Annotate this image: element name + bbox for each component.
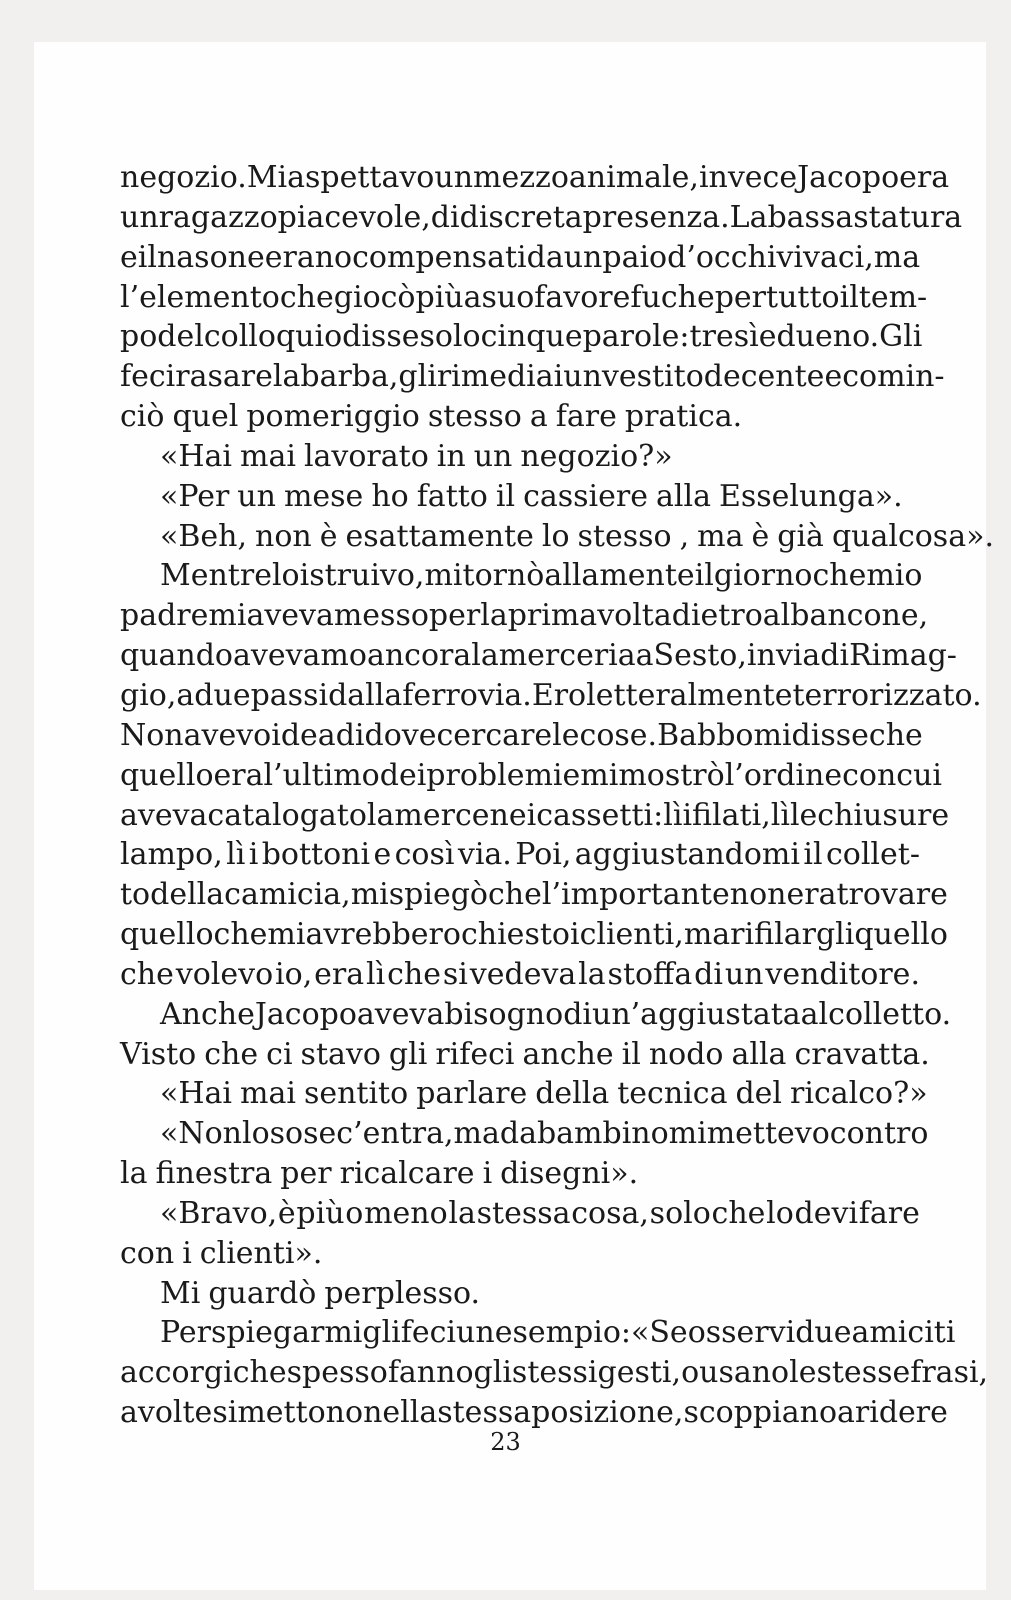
text-line: che volevo io, era lì che si vedeva la stoffa di un venditore. <box>120 956 920 992</box>
text-line: «Non lo so se c’entra, ma da bambino mi mettevo contro <box>160 1116 929 1152</box>
text-line: «Per un mese ho fatto il cassiere alla Esselunga». <box>160 478 903 514</box>
text-line: Anche Jacopo aveva bisogno di un’aggiustata al colletto. <box>160 996 952 1032</box>
text-line: a volte si mettono nella stessa posizione, scoppiano a ridere <box>120 1395 948 1431</box>
text-line: «Hai mai lavorato in un negozio?» <box>160 438 673 474</box>
text-line: un ragazzo piacevole, di discreta presenza. La bassa statura <box>120 199 963 235</box>
text-line: «Hai mai sentito parlare della tecnica del ricalco?» <box>160 1076 928 1112</box>
text-line: quando avevamo ancora la merceria a Sesto, in via di Rimag- <box>120 638 957 674</box>
text-line: Non avevo idea di dove cercare le cose. Babbo mi disse che <box>120 717 923 753</box>
text-line: feci rasare la barba, gli rimediai un vestito decente e comin- <box>120 359 945 395</box>
text-line: quello che mi avrebbero chiesto i clienti, ma rifilargli quello <box>120 917 948 953</box>
text-line: e il nasone erano compensati da un paio d’occhi vivaci, ma <box>120 239 921 275</box>
text-line: l’elemento che giocò più a suo favore fu che per tutto il tem- <box>120 279 928 315</box>
text-line: con i clienti». <box>120 1235 323 1271</box>
text-line: lampo, lì i bottoni e così via. Poi, aggiustandomi il collet- <box>120 837 920 873</box>
text-line: la finestra per ricalcare i disegni». <box>120 1156 639 1192</box>
text-line: Mentre lo istruivo, mi tornò alla mente il giorno che mio <box>160 558 923 594</box>
text-line: negozio. Mi aspettavo un mezzo animale, invece Jacopo era <box>120 160 950 195</box>
text-line: po del colloquio disse solo cinque parole: tre sì e due no. Gli <box>120 319 923 355</box>
text-line: Mi guardò perplesso. <box>160 1275 481 1311</box>
text-line: ciò quel pomeriggio stesso a fare pratica. <box>120 399 743 435</box>
text-line: Per spiegarmi gli feci un esempio: «Se osservi due amici ti <box>160 1315 956 1351</box>
text-line: aveva catalogato la merce nei cassetti: lì i filati, lì le chiusure <box>120 797 950 833</box>
text-line: accorgi che spesso fanno gli stessi gesti, o usano le stesse frasi, <box>120 1355 989 1391</box>
text-line: «Beh, non è esattamente lo stesso , ma è già qualcosa». <box>160 518 994 554</box>
page-number: 23 <box>490 1428 521 1456</box>
text-line: Visto che ci stavo gli rifeci anche il nodo alla cravatta. <box>120 1036 930 1072</box>
text-line: gio, a due passi dalla ferrovia. Ero letteralmente terrorizzato. <box>120 677 982 713</box>
text-line: to della camicia, mi spiegò che l’importante non era trovare <box>120 877 948 913</box>
text-line: quello era l’ultimo dei problemi e mi mostrò l’ordine con cui <box>120 757 943 793</box>
text-line: padre mi aveva messo per la prima volta dietro al bancone, <box>120 598 929 634</box>
body-text <box>120 158 994 1433</box>
text-line: «Bravo, è più o meno la stessa cosa, solo che lo devi fare <box>160 1195 920 1231</box>
